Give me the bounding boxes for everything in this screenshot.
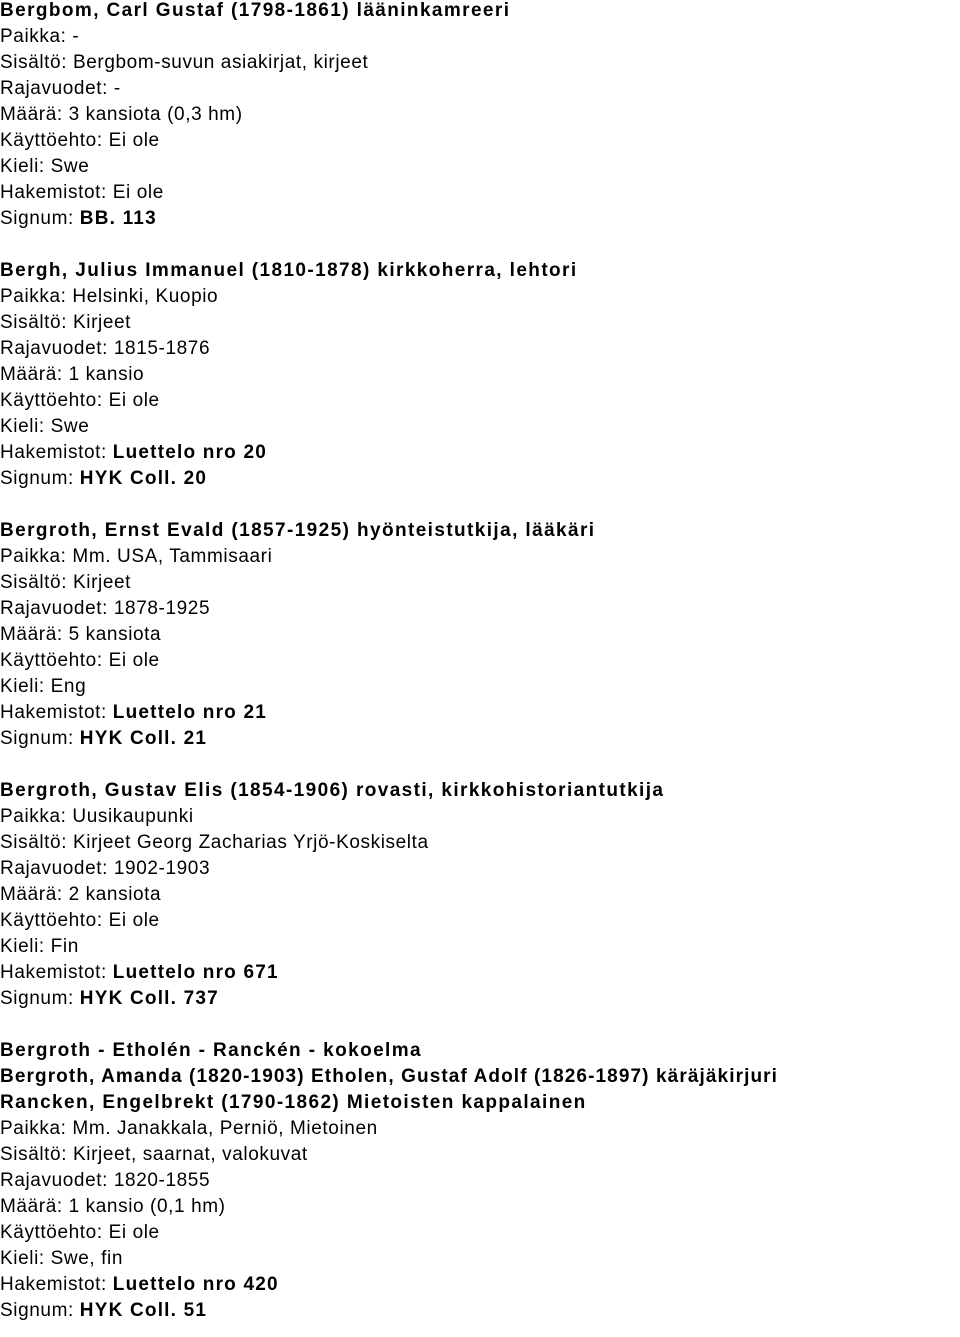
signum-field xyxy=(0,206,960,232)
record-spacer xyxy=(0,752,960,778)
maara-field: Määrä: 1 kansio xyxy=(0,364,145,385)
rajavuodet-field: Rajavuodet: 1878-1925 xyxy=(0,598,211,619)
paikka-field: Paikka: Helsinki, Kuopio xyxy=(0,286,219,307)
signum-label: Signum: xyxy=(0,988,80,1009)
collection-person-heading: Rancken, Engelbrekt (1790-1862) Mietoisten kappalainen xyxy=(0,1092,587,1113)
record-heading: Bergbom, Carl Gustaf (1798-1861) lääninkamreeri xyxy=(0,0,511,21)
paikka-field: Paikka: Mm. Janakkala, Perniö, Mietoinen xyxy=(0,1118,378,1139)
kayttoehto-field: Käyttöehto: Ei ole xyxy=(0,390,160,411)
sisalto-field: Sisältö: Kirjeet xyxy=(0,572,132,593)
hakemistot-field xyxy=(0,700,960,726)
kayttoehto-field: Käyttöehto: Ei ole xyxy=(0,910,160,931)
hakemistot-value: Luettelo nro 20 xyxy=(112,442,267,463)
archive-record xyxy=(0,258,960,492)
kayttoehto-field: Käyttöehto: Ei ole xyxy=(0,130,160,151)
signum-value: BB. 113 xyxy=(79,208,157,229)
paikka-field: Paikka: Uusikaupunki xyxy=(0,806,194,827)
sisalto-field: Sisältö: Kirjeet xyxy=(0,312,132,333)
paikka-field: Paikka: Mm. USA, Tammisaari xyxy=(0,546,273,567)
hakemistot-label: Hakemistot: xyxy=(0,1274,113,1295)
hakemistot-field xyxy=(0,1272,960,1298)
sisalto-field: Sisältö: Kirjeet Georg Zacharias Yrjö-Koskiselta xyxy=(0,832,429,853)
maara-field: Määrä: 5 kansiota xyxy=(0,624,162,645)
hakemistot-field xyxy=(0,440,960,466)
record-heading: Bergroth, Gustav Elis (1854-1906) rovasti, kirkkohistoriantutkija xyxy=(0,780,665,801)
kieli-field: Kieli: Fin xyxy=(0,936,79,957)
hakemistot-field xyxy=(0,960,960,986)
kayttoehto-field: Käyttöehto: Ei ole xyxy=(0,1222,160,1243)
archive-record-collection xyxy=(0,1038,960,1324)
signum-label: Signum: xyxy=(0,208,80,229)
hakemistot-value: Luettelo nro 420 xyxy=(112,1274,279,1295)
signum-field xyxy=(0,466,960,492)
archive-record xyxy=(0,778,960,1012)
rajavuodet-field: Rajavuodet: 1820-1855 xyxy=(0,1170,211,1191)
signum-field xyxy=(0,986,960,1012)
record-heading: Bergroth, Ernst Evald (1857-1925) hyönteistutkija, lääkäri xyxy=(0,520,596,541)
signum-value: HYK Coll. 20 xyxy=(79,468,208,489)
paikka-field: Paikka: - xyxy=(0,26,80,47)
maara-field: Määrä: 2 kansiota xyxy=(0,884,162,905)
sisalto-field: Sisältö: Bergbom-suvun asiakirjat, kirjeet xyxy=(0,52,369,73)
hakemistot-label: Hakemistot: xyxy=(0,702,113,723)
rajavuodet-field: Rajavuodet: 1815-1876 xyxy=(0,338,211,359)
sisalto-field: Sisältö: Kirjeet, saarnat, valokuvat xyxy=(0,1144,308,1165)
record-spacer xyxy=(0,492,960,518)
collection-person-heading: Bergroth, Amanda (1820-1903) Etholen, Gustaf Adolf (1826-1897) käräjäkirjuri xyxy=(0,1066,779,1087)
record-spacer xyxy=(0,232,960,258)
signum-label: Signum: xyxy=(0,468,80,489)
kieli-field: Kieli: Swe xyxy=(0,156,90,177)
rajavuodet-field: Rajavuodet: - xyxy=(0,78,121,99)
signum-value: HYK Coll. 51 xyxy=(79,1300,208,1321)
kieli-field: Kieli: Swe xyxy=(0,416,90,437)
maara-field: Määrä: 3 kansiota (0,3 hm) xyxy=(0,104,243,125)
collection-heading: Bergroth - Etholén - Ranckén - kokoelma xyxy=(0,1040,422,1061)
signum-label: Signum: xyxy=(0,1300,80,1321)
signum-label: Signum: xyxy=(0,728,80,749)
hakemistot-field xyxy=(0,180,960,206)
hakemistot-value: Luettelo nro 671 xyxy=(112,962,279,983)
maara-field: Määrä: 1 kansio (0,1 hm) xyxy=(0,1196,226,1217)
signum-field xyxy=(0,726,960,752)
kieli-field: Kieli: Eng xyxy=(0,676,87,697)
record-heading: Bergh, Julius Immanuel (1810-1878) kirkkoherra, lehtori xyxy=(0,260,578,281)
signum-field xyxy=(0,1298,960,1324)
signum-value: HYK Coll. 737 xyxy=(79,988,219,1009)
rajavuodet-field: Rajavuodet: 1902-1903 xyxy=(0,858,211,879)
archive-record xyxy=(0,518,960,752)
signum-value: HYK Coll. 21 xyxy=(79,728,208,749)
kieli-field: Kieli: Swe, fin xyxy=(0,1248,124,1269)
hakemistot-value: Luettelo nro 21 xyxy=(112,702,267,723)
hakemistot-label: Hakemistot: Ei ole xyxy=(0,182,164,203)
record-spacer xyxy=(0,1012,960,1038)
hakemistot-label: Hakemistot: xyxy=(0,962,113,983)
hakemistot-label: Hakemistot: xyxy=(0,442,113,463)
archive-record xyxy=(0,0,960,232)
kayttoehto-field: Käyttöehto: Ei ole xyxy=(0,650,160,671)
